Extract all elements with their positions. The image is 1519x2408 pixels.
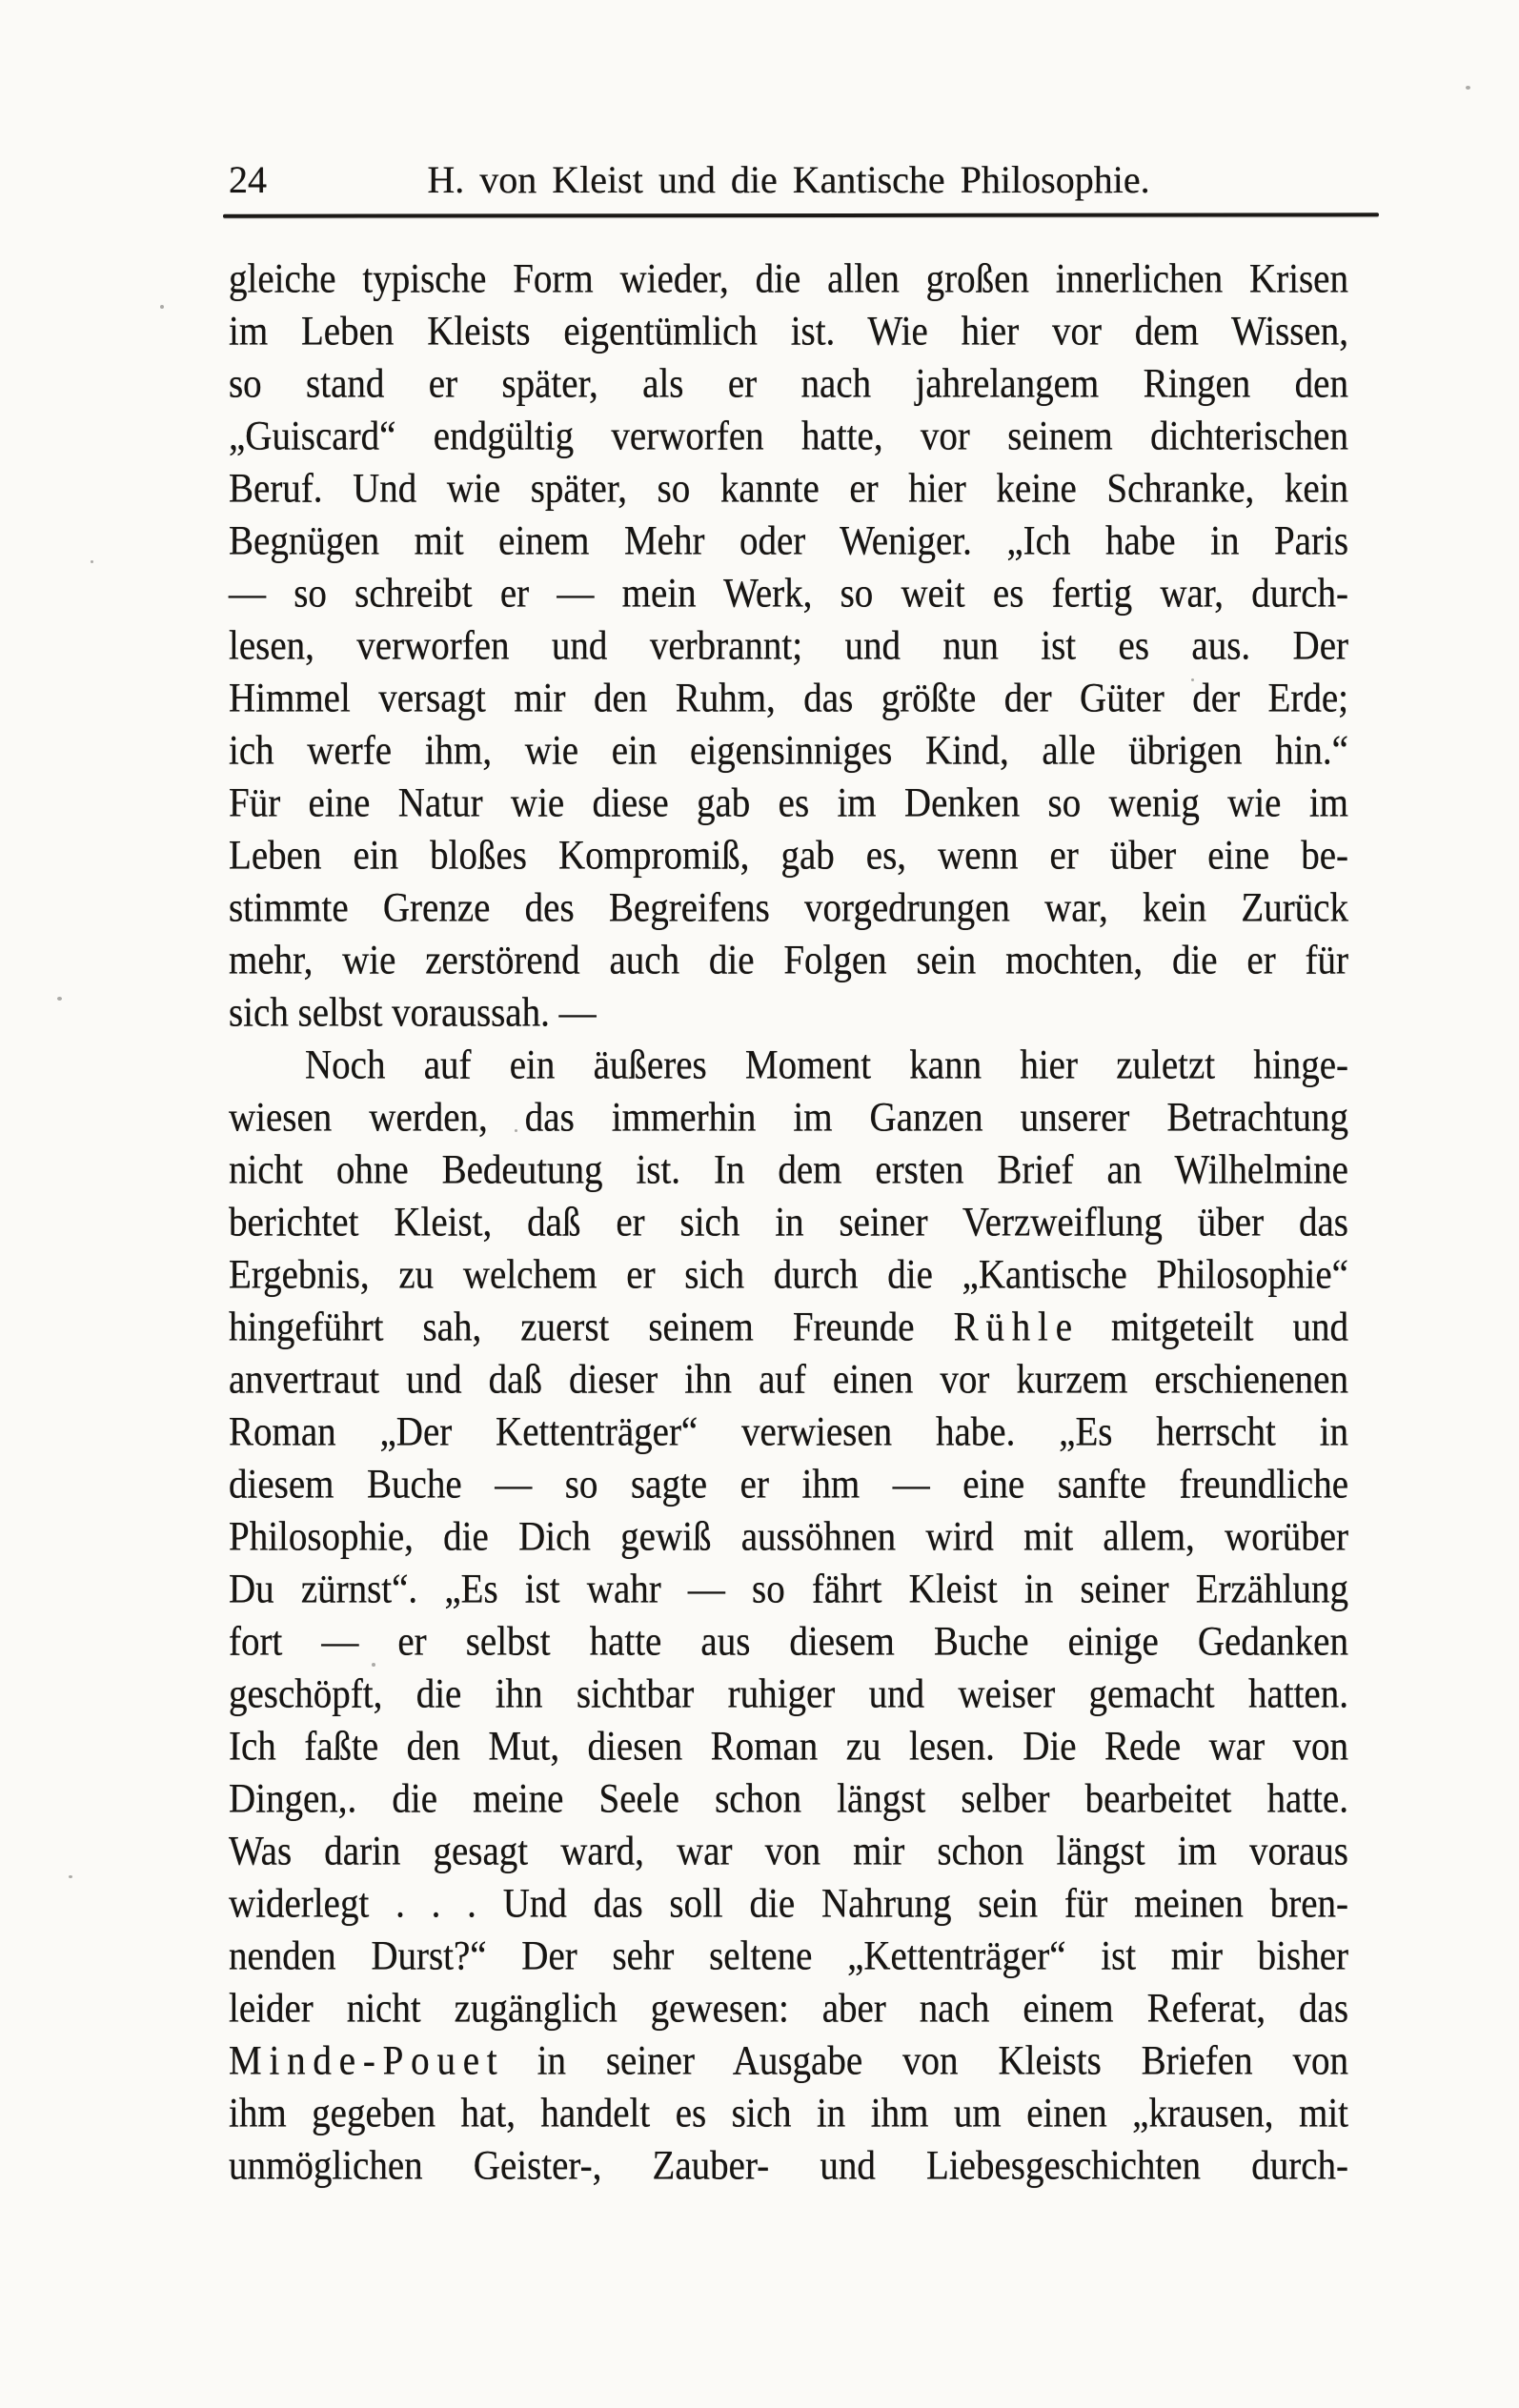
- text-line: nenden Durst?“ Der sehr seltene „Kettenträger“ ist mir bisher: [229, 1933, 1348, 1979]
- text-line: berichtet Kleist, daß er sich in seiner Verzweiflung über das: [229, 1200, 1348, 1245]
- text-line: gleiche typische Form wieder, die allen großen innerlichen Krisen: [229, 256, 1348, 302]
- text-line: M i n d e - P o u e t in seiner Ausgabe von Kleists Briefen von: [229, 2038, 1348, 2084]
- text-line: Leben ein bloßes Kompromiß, gab es, wenn er über eine be-: [229, 833, 1348, 879]
- text-line: — so schreibt er — mein Werk, so weit es fertig war, durch-: [229, 571, 1348, 617]
- text-line: Begnügen mit einem Mehr oder Weniger. „Ich habe in Paris: [229, 518, 1348, 564]
- text-line: widerlegt . . . Und das soll die Nahrung sein für meinen bren-: [229, 1881, 1348, 1927]
- text-line: leider nicht zugänglich gewesen: aber nach einem Referat, das: [229, 1986, 1348, 2032]
- text-line: Was darin gesagt ward, war von mir schon längst im voraus: [229, 1829, 1348, 1874]
- text-line: wiesen werden, das immerhin im Ganzen unserer Betrachtung: [229, 1095, 1348, 1141]
- text-line: so stand er später, als er nach jahrelangem Ringen den: [229, 361, 1348, 407]
- scan-speck: [160, 305, 164, 309]
- scan-speck: [1191, 678, 1194, 681]
- text-line: Himmel versagt mir den Ruhm, das größte der Güter der Erde;: [229, 676, 1348, 721]
- text-line: im Leben Kleists eigentümlich ist. Wie hier vor dem Wissen,: [229, 309, 1348, 354]
- text-line: anvertraut und daß dieser ihn auf einen vor kurzem erschienenen: [229, 1357, 1348, 1403]
- text-line: Philosophie, die Dich gewiß aussöhnen wird mit allem, worüber: [229, 1514, 1348, 1560]
- text-line: lesen, verworfen und verbrannt; und nun ist es aus. Der: [229, 623, 1348, 669]
- text-line: unmöglichen Geister-, Zauber- und Liebesgeschichten durch-: [229, 2143, 1348, 2189]
- page-number: 24: [229, 158, 267, 201]
- text-line: Dingen,. die meine Seele schon längst selber bearbeitet hatte.: [229, 1776, 1348, 1822]
- running-title: H. von Kleist und die Kantische Philosophie.: [427, 158, 1150, 201]
- scan-speck: [91, 560, 93, 563]
- text-line-paragraph-end: sich selbst voraussah. —: [229, 990, 597, 1036]
- text-line: Roman „Der Kettenträger“ verwiesen habe. „Es herrscht in: [229, 1409, 1348, 1455]
- header-rule: [223, 212, 1379, 217]
- text-line: nicht ohne Bedeutung ist. In dem ersten Brief an Wilhelmine: [229, 1147, 1348, 1193]
- text-line: Du zürnst“. „Es ist wahr — so fährt Kleist in seiner Erzählung: [229, 1567, 1348, 1612]
- scan-speck: [515, 1129, 517, 1132]
- text-line: „Guiscard“ endgültig verworfen hatte, vor seinem dichterischen: [229, 414, 1348, 459]
- text-line: ihm gegeben hat, handelt es sich in ihm um einen „krausen, mit: [229, 2091, 1348, 2136]
- scan-speck: [57, 997, 62, 1001]
- text-line: mehr, wie zerstörend auch die Folgen sein mochten, die er für: [229, 938, 1348, 983]
- scan-speck: [372, 1663, 375, 1667]
- text-line: ich werfe ihm, wie ein eigensinniges Kind, alle übrigen hin.“: [229, 728, 1348, 774]
- scan-speck: [1466, 86, 1470, 90]
- text-line: fort — er selbst hatte aus diesem Buche einige Gedanken: [229, 1619, 1348, 1665]
- page-body: [229, 253, 1348, 2193]
- text-line-paragraph-start: Noch auf ein äußeres Moment kann hier zuletzt hinge-: [305, 1042, 1348, 1088]
- text-line: diesem Buche — so sagte er ihm — eine sanfte freundliche: [229, 1462, 1348, 1508]
- text-line: geschöpft, die ihn sichtbar ruhiger und weiser gemacht hatten.: [229, 1671, 1348, 1717]
- scan-speck: [69, 1875, 72, 1878]
- text-line: stimmte Grenze des Begreifens vorgedrungen war, kein Zurück: [229, 885, 1348, 931]
- running-head: [229, 156, 1348, 204]
- text-line: hingeführt sah, zuerst seinem Freunde R ü h l e mitgeteilt und: [229, 1305, 1348, 1350]
- text-line: Beruf. Und wie später, so kannte er hier keine Schranke, kein: [229, 466, 1348, 512]
- text-line: Für eine Natur wie diese gab es im Denken so wenig wie im: [229, 780, 1348, 826]
- text-line: Ich faßte den Mut, diesen Roman zu lesen. Die Rede war von: [229, 1724, 1348, 1770]
- text-line: Ergebnis, zu welchem er sich durch die „Kantische Philosophie“: [229, 1252, 1348, 1298]
